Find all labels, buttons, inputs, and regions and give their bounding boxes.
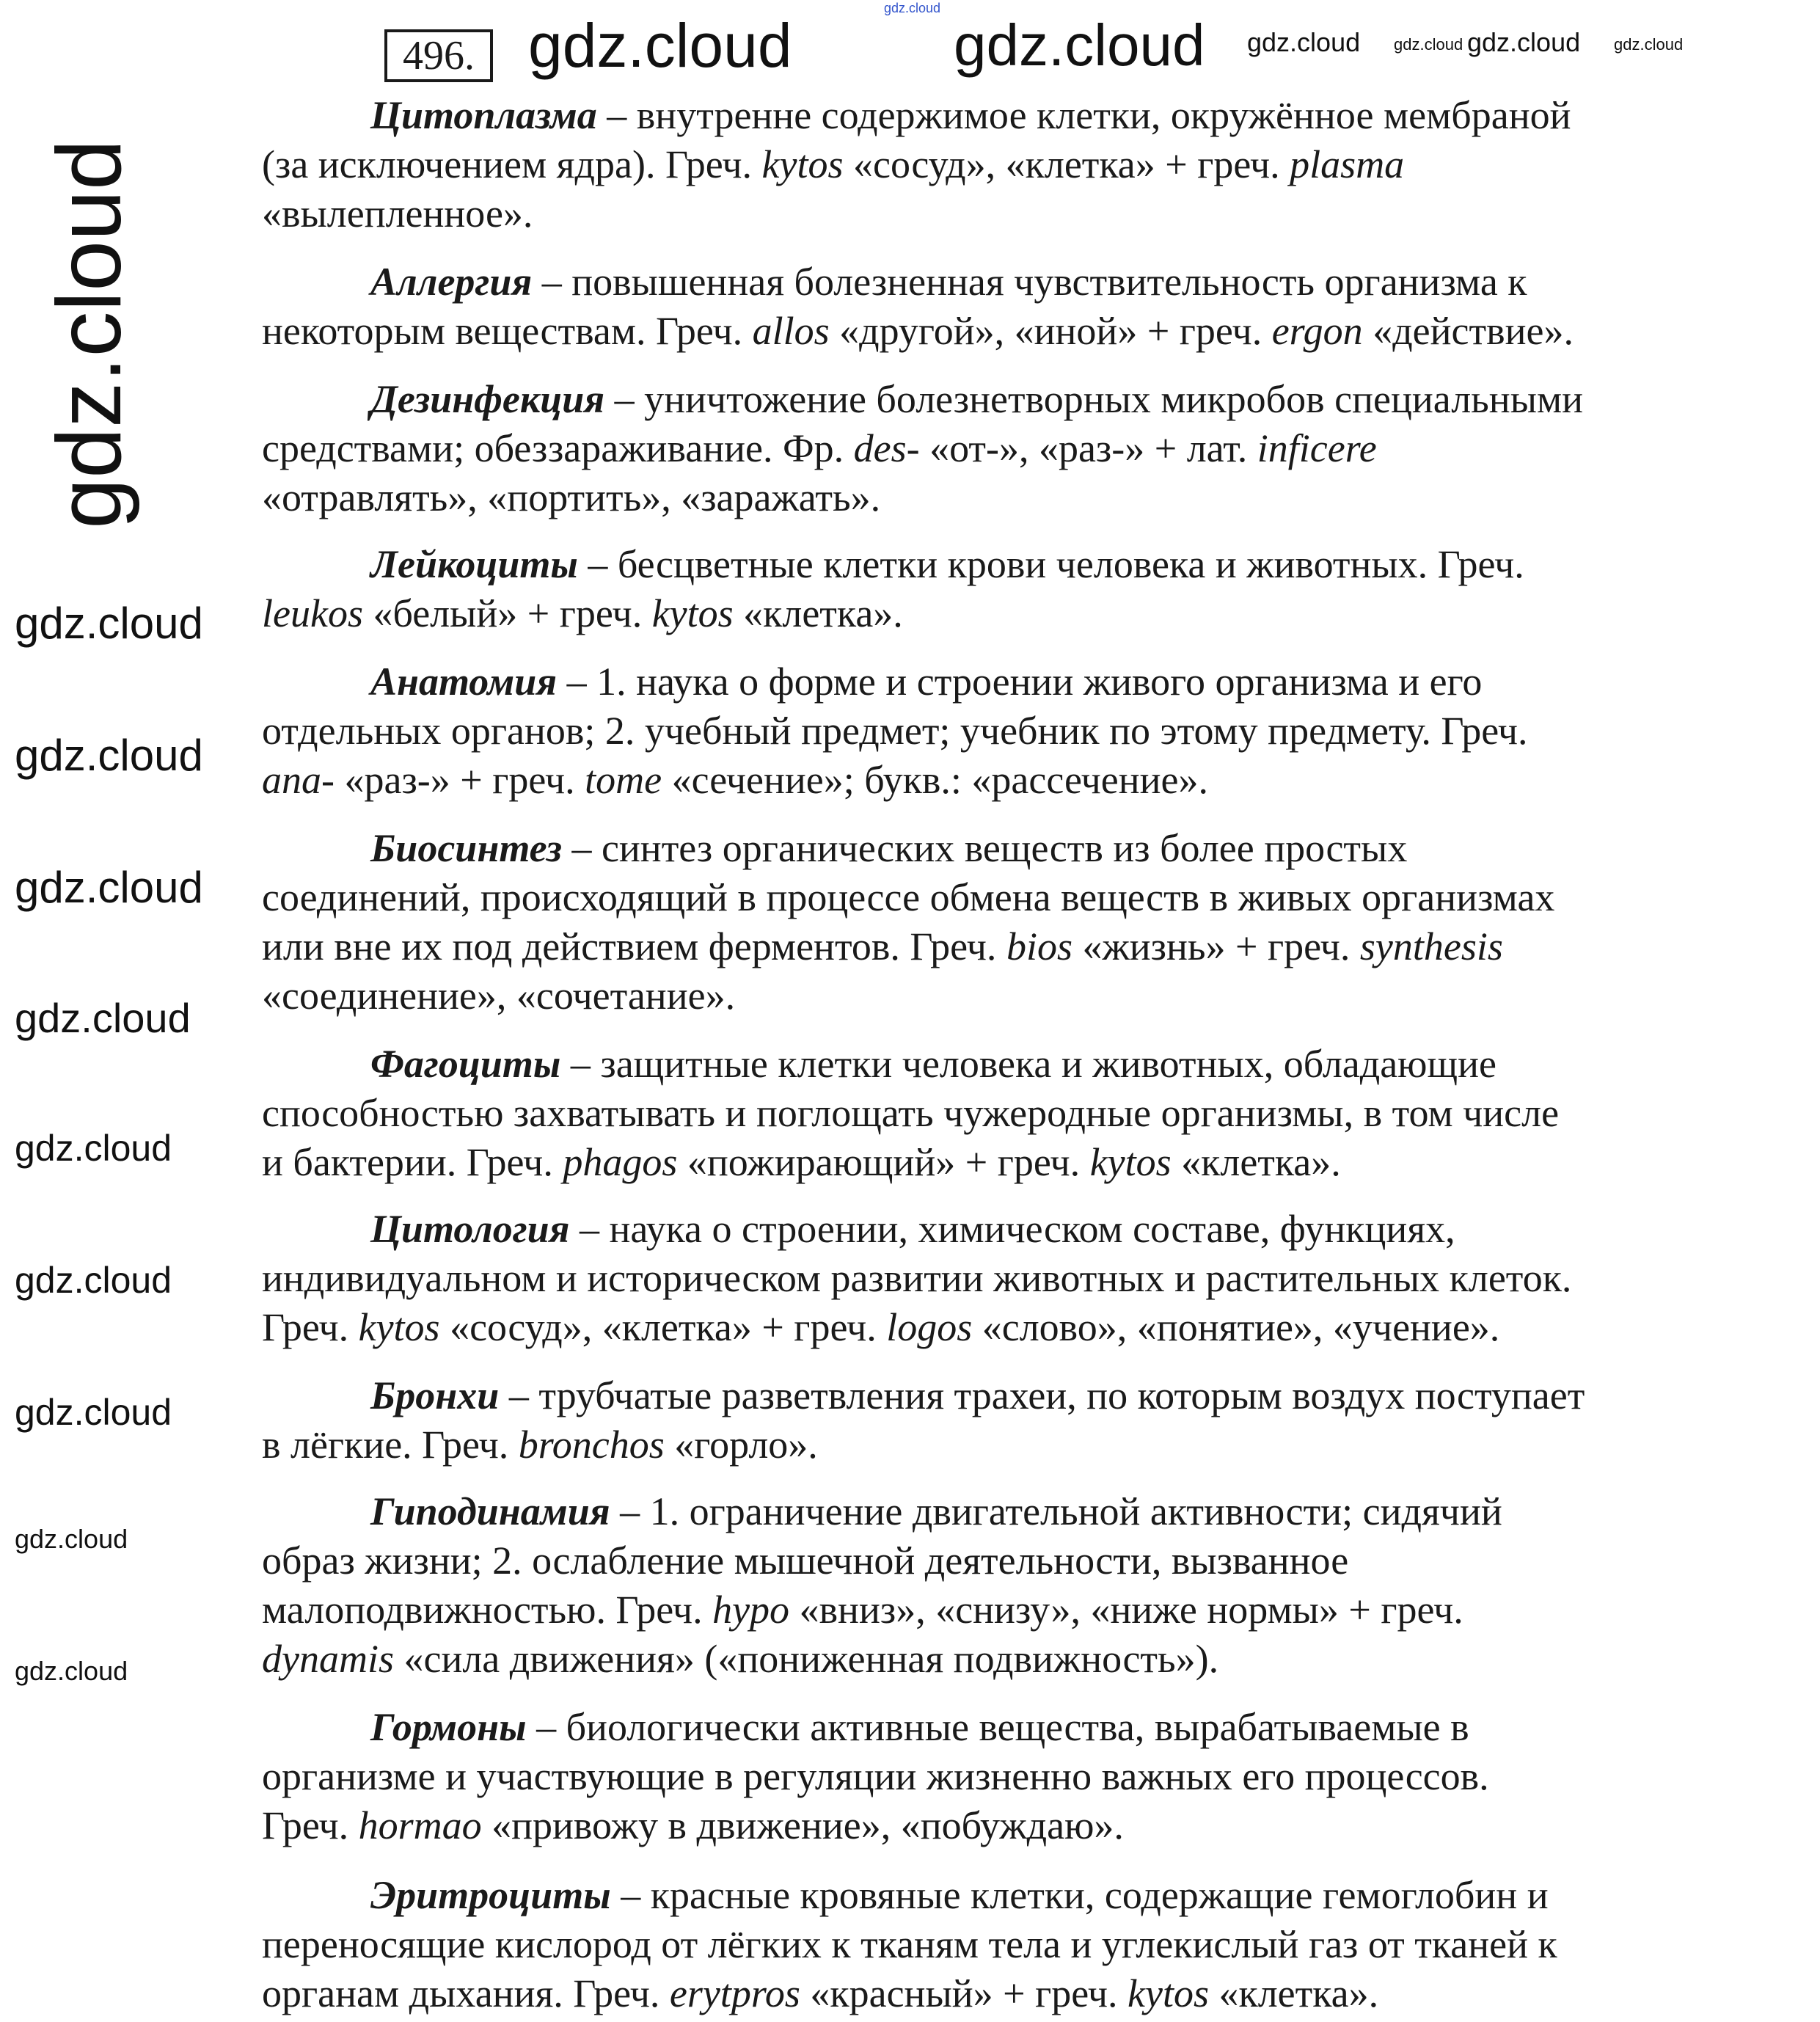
definition-text: «вылепленное». bbox=[262, 191, 533, 236]
entry-line bbox=[262, 1089, 1729, 1138]
definition-text: Греч. bbox=[262, 1305, 359, 1349]
entry-line bbox=[262, 1801, 1729, 1850]
entry-line bbox=[262, 1969, 1729, 2018]
etymon: des bbox=[853, 426, 907, 470]
glossary-entry bbox=[262, 1371, 1729, 1470]
etymon: logos bbox=[886, 1305, 973, 1349]
etymon: ergon bbox=[1271, 309, 1363, 353]
watermark: gdz.cloud bbox=[15, 1656, 128, 1686]
definition-text: - «от-», «раз-» + лат. bbox=[906, 426, 1257, 470]
glossary-entry bbox=[262, 1703, 1729, 1850]
entry-line bbox=[262, 1371, 1729, 1420]
watermark: gdz.cloud bbox=[15, 995, 191, 1041]
etymon: erytpros bbox=[669, 1971, 800, 2015]
definition-text: организме и участвующие в регуляции жизненно важных его процессов. bbox=[262, 1754, 1489, 1798]
etymon: leukos bbox=[262, 591, 363, 635]
watermark: gdz.cloud bbox=[1614, 35, 1684, 54]
entry-line bbox=[262, 1635, 1729, 1684]
entry-line bbox=[262, 707, 1729, 756]
glossary-entry bbox=[262, 1040, 1729, 1187]
etymon: phagos bbox=[563, 1140, 678, 1184]
definition-text: (за исключением ядра). Греч. bbox=[262, 142, 762, 186]
definition-text: - «раз-» + греч. bbox=[321, 758, 585, 802]
term: Бронхи bbox=[370, 1373, 500, 1417]
watermark: gdz.cloud bbox=[528, 11, 792, 80]
definition-text: «пожирающий» + греч. bbox=[677, 1140, 1090, 1184]
definition-text: «белый» + греч. bbox=[362, 591, 652, 635]
entry-line bbox=[262, 589, 1729, 638]
term: Анатомия bbox=[370, 660, 558, 704]
watermark: gdz.cloud bbox=[15, 863, 203, 912]
definition-text: – внутренне содержимое клетки, окружённое мембраной bbox=[596, 93, 1571, 137]
definition-text: малоподвижностью. Греч. bbox=[262, 1588, 713, 1632]
definition-text: «клетка». bbox=[1171, 1140, 1341, 1184]
glossary-entry bbox=[262, 657, 1729, 805]
glossary-entry bbox=[262, 1487, 1729, 1684]
etymon: bios bbox=[1006, 924, 1072, 968]
entry-line bbox=[262, 473, 1729, 522]
watermark: gdz.cloud bbox=[954, 12, 1205, 78]
term: Аллергия bbox=[370, 260, 533, 304]
watermark: gdz.cloud bbox=[15, 731, 203, 780]
etymon: synthesis bbox=[1359, 924, 1503, 968]
watermark: gdz.cloud bbox=[1247, 27, 1361, 57]
entry-line bbox=[262, 657, 1729, 707]
entry-line bbox=[262, 824, 1729, 873]
exercise-number: 496. bbox=[384, 29, 493, 82]
entry-line bbox=[262, 424, 1729, 473]
definition-text: «слово», «понятие», «учение». bbox=[972, 1305, 1500, 1349]
term: Цитология bbox=[370, 1207, 570, 1251]
glossary-entry bbox=[262, 258, 1729, 356]
term: Фагоциты bbox=[370, 1042, 561, 1086]
definition-text: образ жизни; 2. ослабление мышечной деятельности, вызванное bbox=[262, 1539, 1349, 1583]
definition-text: Греч. bbox=[262, 1803, 359, 1847]
entry-line bbox=[262, 1254, 1729, 1303]
entry-line bbox=[262, 1920, 1729, 1969]
definition-text: «клетка». bbox=[1208, 1971, 1379, 2015]
definition-text: – бесцветные клетки крови человека и животных. Греч. bbox=[577, 542, 1524, 586]
entry-line bbox=[262, 1205, 1729, 1254]
definition-text: «сосуд», «клетка» + греч. bbox=[439, 1305, 887, 1349]
definition-text: «клетка». bbox=[733, 591, 903, 635]
entry-line bbox=[262, 189, 1729, 238]
entry-line bbox=[262, 1703, 1729, 1752]
definition-text: переносящие кислород от лёгких к тканям тела и углекислый газ от тканей к bbox=[262, 1922, 1557, 1966]
term: Дезинфекция bbox=[370, 377, 605, 421]
definition-text: соединений, происходящий в процессе обмена веществ в живых организмах bbox=[262, 875, 1555, 919]
entry-line bbox=[262, 971, 1729, 1021]
entry-line bbox=[262, 1420, 1729, 1470]
watermark: gdz.cloud bbox=[39, 139, 140, 529]
watermark: gdz.cloud bbox=[15, 1260, 172, 1301]
glossary-entry bbox=[262, 375, 1729, 522]
definition-text: «отравлять», «портить», «заражать». bbox=[262, 475, 881, 519]
watermark: gdz.cloud bbox=[15, 599, 203, 648]
glossary-entry bbox=[262, 540, 1729, 638]
definition-text: – наука о строении, химическом составе, функциях, bbox=[569, 1207, 1455, 1251]
entry-line bbox=[262, 756, 1729, 805]
definition-text: – трубчатые разветвления трахеи, по которым воздух поступает bbox=[499, 1373, 1585, 1417]
definition-text: «горло». bbox=[664, 1423, 818, 1467]
entry-line bbox=[262, 1040, 1729, 1089]
etymon: kytos bbox=[1089, 1140, 1172, 1184]
etymon: tome bbox=[585, 758, 662, 802]
glossary-entry bbox=[262, 1205, 1729, 1352]
definition-text: отдельных органов; 2. учебный предмет; учебник по этому предмету. Греч. bbox=[262, 709, 1528, 753]
definition-text: или вне их под действием ферментов. Греч. bbox=[262, 924, 1006, 968]
definition-text: – 1. наука о форме и строении живого организма и его bbox=[557, 660, 1483, 704]
term: Гиподинамия bbox=[370, 1489, 610, 1533]
definition-text: «сила движения» («пониженная подвижность»). bbox=[393, 1637, 1219, 1681]
term: Биосинтез bbox=[370, 826, 562, 870]
glossary-entry bbox=[262, 824, 1729, 1021]
definition-text: «сосуд», «клетка» + греч. bbox=[843, 142, 1290, 186]
definition-text: средствами; обеззараживание. Фр. bbox=[262, 426, 854, 470]
entry-line bbox=[262, 1871, 1729, 1920]
definition-text: – биологически активные вещества, вырабатываемые в bbox=[526, 1705, 1469, 1749]
definition-text: «сечение»; букв.: «рассечение». bbox=[662, 758, 1208, 802]
etymon: dynamis bbox=[262, 1637, 394, 1681]
definition-text: «вниз», «снизу», «ниже нормы» + греч. bbox=[789, 1588, 1463, 1632]
watermark: gdz.cloud bbox=[15, 1128, 172, 1169]
entry-line bbox=[262, 540, 1729, 589]
term: Гормоны bbox=[370, 1705, 527, 1749]
entry-line bbox=[262, 1487, 1729, 1536]
entry-line bbox=[262, 873, 1729, 922]
definition-text: «другой», «иной» + греч. bbox=[829, 309, 1272, 353]
entry-line bbox=[262, 307, 1729, 356]
entry-line bbox=[262, 1536, 1729, 1585]
etymon: inficere bbox=[1257, 426, 1377, 470]
watermark: gdz.cloud bbox=[884, 1, 941, 15]
etymon: kytos bbox=[651, 591, 734, 635]
term: Эритроциты bbox=[370, 1873, 611, 1917]
entry-line bbox=[262, 1585, 1729, 1635]
glossary-entry bbox=[262, 91, 1729, 238]
definition-text: – синтез органических веществ из более простых bbox=[561, 826, 1408, 870]
definition-text: органам дыхания. Греч. bbox=[262, 1971, 670, 2015]
glossary-entry bbox=[262, 1871, 1729, 2018]
entry-line bbox=[262, 375, 1729, 424]
etymon: hormao bbox=[358, 1803, 482, 1847]
watermark: gdz.cloud bbox=[1467, 27, 1581, 57]
etymon: hypo bbox=[712, 1588, 790, 1632]
entry-line bbox=[262, 258, 1729, 307]
definition-text: и бактерии. Греч. bbox=[262, 1140, 563, 1184]
definition-text: «соединение», «сочетание». bbox=[262, 974, 736, 1018]
entry-line bbox=[262, 140, 1729, 189]
entry-line bbox=[262, 1752, 1729, 1801]
etymon: ana bbox=[262, 758, 321, 802]
etymon: kytos bbox=[761, 142, 844, 186]
etymon: kytos bbox=[1128, 1971, 1209, 2015]
definition-text: способностью захватывать и поглощать чужеродные организмы, в том числе bbox=[262, 1091, 1560, 1135]
definition-text: в лёгкие. Греч. bbox=[262, 1423, 519, 1467]
definition-text: «привожу в движение», «побуждаю». bbox=[481, 1803, 1124, 1847]
watermark: gdz.cloud bbox=[1394, 35, 1463, 54]
definition-text: – повышенная болезненная чувствительность организма к bbox=[532, 260, 1527, 304]
definition-text: «действие». bbox=[1362, 309, 1574, 353]
definition-text: – защитные клетки человека и животных, обладающие bbox=[560, 1042, 1496, 1086]
definition-text: некоторым веществам. Греч. bbox=[262, 309, 753, 353]
watermark: gdz.cloud bbox=[15, 1524, 128, 1554]
definition-text: – уничтожение болезнетворных микробов специальными bbox=[604, 377, 1584, 421]
definition-text: «жизнь» + греч. bbox=[1072, 924, 1360, 968]
entry-line bbox=[262, 922, 1729, 971]
entry-line bbox=[262, 91, 1729, 140]
term: Лейкоциты bbox=[370, 542, 578, 586]
definition-text: «красный» + греч. bbox=[800, 1971, 1128, 2015]
etymon: plasma bbox=[1290, 142, 1405, 186]
entry-line bbox=[262, 1303, 1729, 1352]
etymon: bronchos bbox=[518, 1423, 665, 1467]
definition-text: индивидуальном и историческом развитии животных и растительных клеток. bbox=[262, 1256, 1572, 1300]
etymon: kytos bbox=[358, 1305, 440, 1349]
etymon: allos bbox=[752, 309, 830, 353]
entry-line bbox=[262, 1138, 1729, 1187]
definition-text: – 1. ограничение двигательной активности; сидячий bbox=[610, 1489, 1502, 1533]
watermark: gdz.cloud bbox=[15, 1392, 172, 1433]
definition-text: – красные кровяные клетки, содержащие гемоглобин и bbox=[610, 1873, 1549, 1917]
term: Цитоплазма bbox=[370, 93, 597, 137]
